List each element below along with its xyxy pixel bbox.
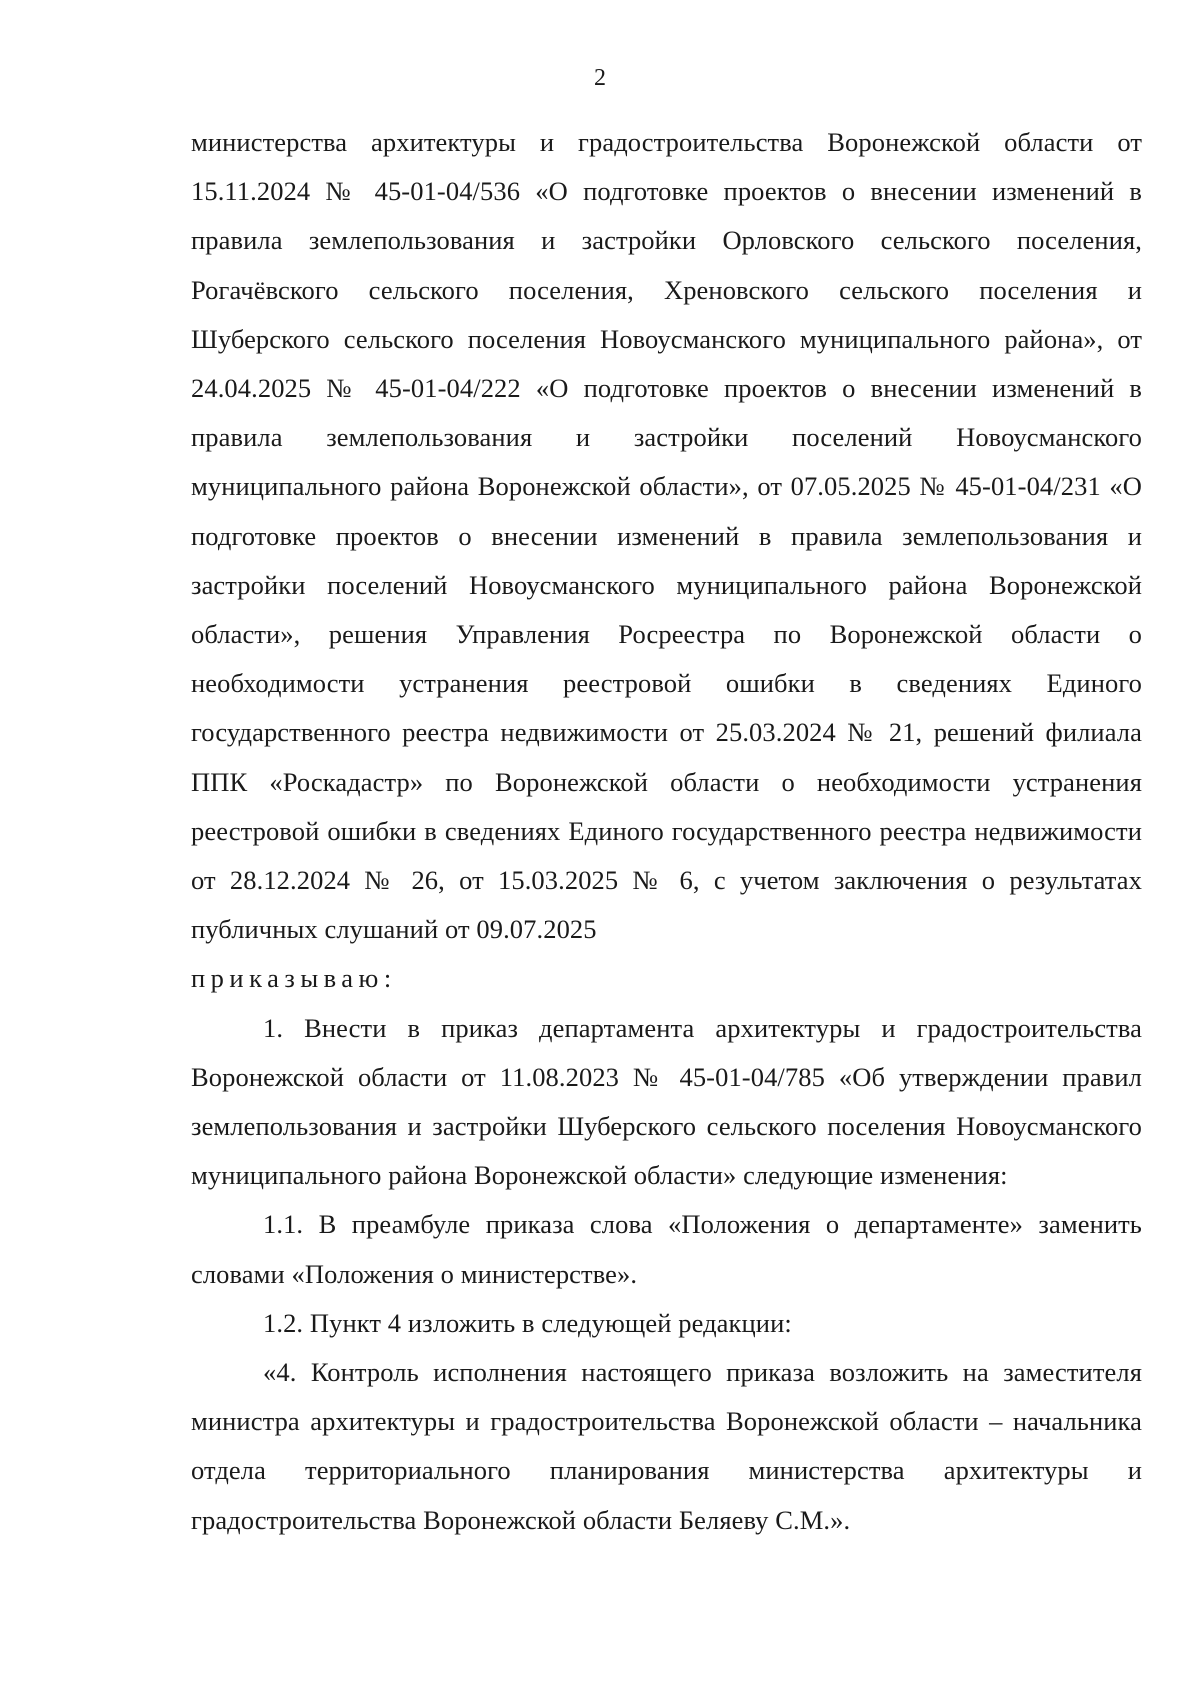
item-4-quote-paragraph: «4. Контроль исполнения настоящего приказа возложить на заместителя министра архитектуры и градостроительства Воронежской области – начальника отдела территориального планирования министерства архитектуры и градостроительства Воронежской области Беляеву С.М.». (191, 1357, 1142, 1535)
document-body (191, 118, 1142, 1545)
page-number: 2 (594, 65, 606, 91)
decree-word: приказываю: (191, 963, 397, 994)
item-1-1-paragraph: 1.1. В преамбуле приказа слова «Положения о департаменте» заменить словами «Положения о министерстве». (191, 1209, 1142, 1289)
item-1-2-paragraph: 1.2. Пункт 4 изложить в следующей редакции: (263, 1307, 792, 1338)
item-1-paragraph: 1. Внести в приказ департамента архитектуры и градостроительства Воронежской области от 11.08.2023 № 45-01-04/785 «Об утверждении правил землепользования и застройки Шуберского сельского поселения Новоусманского муниципального района Воронежской области» следующие изменения: (191, 1012, 1142, 1191)
preamble-paragraph: министерства архитектуры и градостроительства Воронежской области от 15.11.2024 № 45-01-04/536 «О подготовке проектов о внесении изменений в правила землепользования и застройки Орловского сельского поселения, Рогачёвского сельского поселения, Хреновского сельского поселения и Шуберского сельского поселения Новоусманского муниципального района», от 24.04.2025 № 45-01-04/222 «О подготовке проектов о внесении изменений в правила землепользования и застройки поселений Новоусманского муниципального района Воронежской области», от 07.05.2025 № 45-01-04/231 «О подготовке проектов о внесении изменений в правила землепользования и застройки поселений Новоусманского муниципального района Воронежской области», решения Управления Росреестра по Воронежской области о необходимости устранения реестровой ошибки в сведениях Единого государственного реестра недвижимости от 25.03.2024 № 21, решений филиала ППК «Роскадастр» по Воронежской области о необходимости устранения реестровой ошибки в сведениях Единого государственного реестра недвижимости от 28.12.2024 № 26, от 15.03.2025 № 6, с учетом заключения о результатах публичных слушаний от 09.07.2025 (191, 127, 1142, 945)
